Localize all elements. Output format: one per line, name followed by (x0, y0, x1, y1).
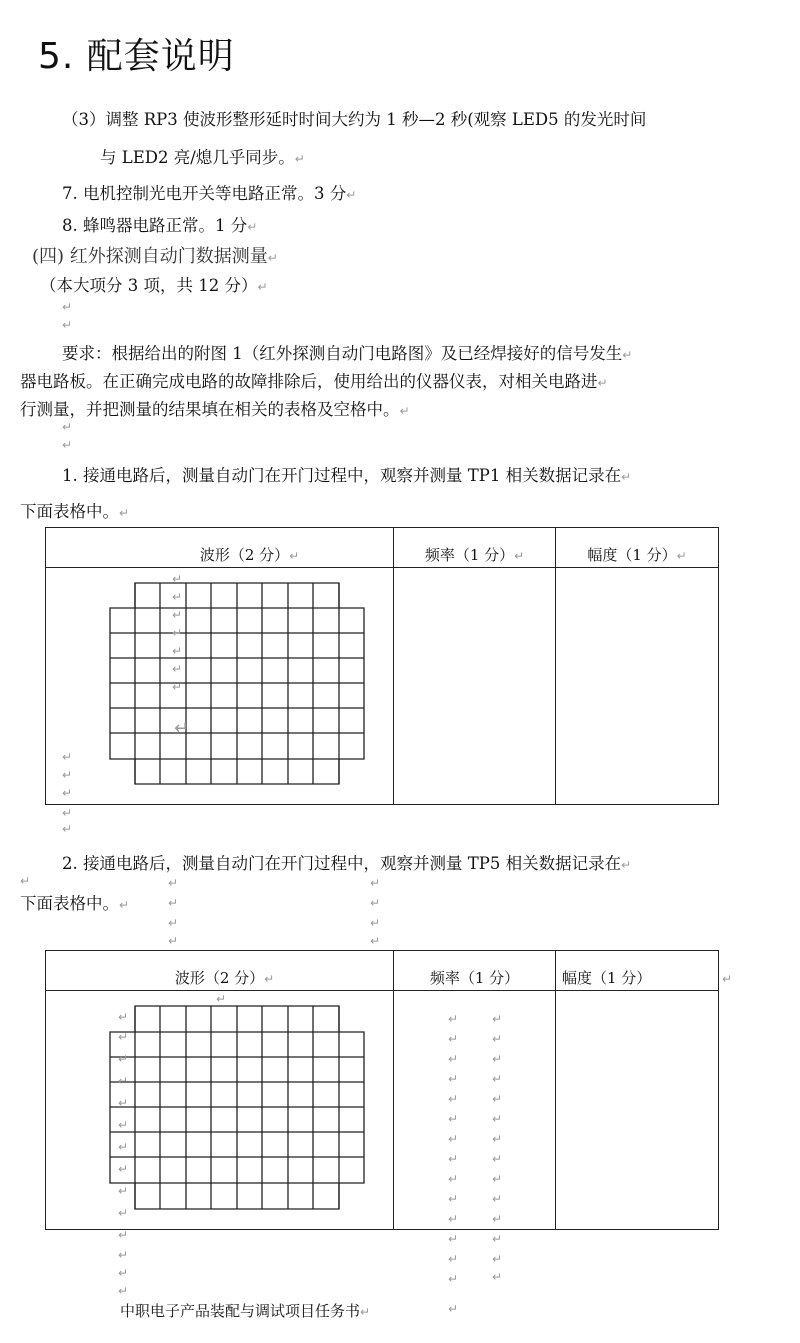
return-mark-icon: ↵ (492, 1132, 503, 1146)
return-mark-icon: ↵ (172, 626, 183, 640)
return-mark-icon: ↵ (492, 1192, 503, 1206)
return-mark-icon: ↵ (448, 1192, 459, 1206)
return-mark-icon: ↵ (62, 822, 73, 836)
return-mark-icon: ↵ (62, 750, 73, 764)
frequency-cell[interactable] (394, 568, 556, 805)
return-mark-icon: ↵ (168, 896, 179, 910)
return-mark-icon: ↵ (119, 506, 130, 520)
return-mark-icon: ↵ (118, 1052, 129, 1066)
return-mark-icon: ↵ (118, 1184, 129, 1198)
return-mark-icon: ↵ (621, 470, 632, 484)
return-mark-icon: ↵ (62, 420, 73, 434)
return-mark-icon: ↵ (448, 1302, 459, 1316)
header-waveform: 波形（2 分）↵ (46, 528, 394, 568)
requirement-line-2: 器电路板。在正确完成电路的故障排除后，使用给出的仪器仪表，对相关电路进↵ (20, 372, 608, 391)
return-mark-icon: ↵ (448, 1132, 459, 1146)
return-mark-icon: ↵ (448, 1272, 459, 1286)
return-mark-icon: ↵ (257, 280, 268, 294)
return-mark-icon: ↵ (622, 348, 633, 362)
return-mark-icon: ↵ (289, 549, 300, 563)
return-mark-icon: ↵ (492, 1152, 503, 1166)
return-mark-icon: ↵ (62, 786, 73, 800)
return-mark-icon: ↵ (20, 874, 31, 888)
return-mark-icon: ↵ (676, 549, 687, 563)
page-heading: 5. 配套说明 (38, 36, 235, 77)
return-mark-icon: ↵ (172, 608, 183, 622)
question-2-line-b: 下面表格中。↵ (20, 894, 130, 913)
section-title: (四) 红外探测自动门数据测量↵ (32, 246, 278, 267)
return-mark-icon: ↵ (448, 1152, 459, 1166)
return-mark-icon: ↵ (118, 1118, 129, 1132)
return-mark-icon: ↵ (448, 1092, 459, 1106)
return-mark-icon: ↵ (492, 1172, 503, 1186)
requirement-line-1: 要求：根据给出的附图 1（红外探测自动门电路图》及已经焊接好的信号发生↵ (62, 344, 633, 363)
return-mark-icon: ↵ (118, 1206, 129, 1220)
header-amplitude: 幅度（1 分） (556, 951, 719, 991)
return-mark-icon: ↵ (168, 916, 179, 930)
return-mark-icon: ↵ (118, 1284, 129, 1298)
return-mark-icon: ↵ (172, 590, 183, 604)
return-mark-icon: ↵ (448, 1112, 459, 1126)
return-mark-icon: ↵ (492, 1232, 503, 1246)
return-mark-icon: ↵ (118, 1010, 129, 1024)
return-mark-icon: ↵ (399, 404, 410, 418)
header-waveform: 波形（2 分）↵ (46, 951, 394, 991)
return-mark-icon: ↵ (448, 1052, 459, 1066)
return-mark-icon: ↵ (118, 1266, 129, 1280)
oscilloscope-grid-2 (108, 1005, 366, 1211)
return-mark-icon: ↵ (492, 1012, 503, 1026)
return-mark-icon: ↵ (492, 1072, 503, 1086)
return-mark-icon: ↵ (370, 876, 381, 890)
return-mark-icon: ↵ (118, 1140, 129, 1154)
header-frequency: 频率（1 分） (394, 951, 556, 991)
return-mark-icon: ↵ (119, 898, 130, 912)
return-mark-icon: ↵ (448, 1212, 459, 1226)
return-mark-icon: ↵ (360, 1305, 371, 1319)
return-mark-icon: ↵ (62, 768, 73, 782)
question-1-line-b: 下面表格中。↵ (20, 502, 130, 521)
amplitude-cell[interactable] (556, 991, 719, 1230)
question-1-line-a: 1. 接通电路后，测量自动门在开门过程中，观察并测量 TP1 相关数据记录在↵ (62, 466, 632, 485)
return-mark-icon: ↵ (722, 972, 733, 986)
text-line-motor: 7. 电机控制光电开关等电路正常。3 分↵ (62, 184, 357, 203)
header-frequency: 频率（1 分）↵ (394, 528, 556, 568)
return-mark-icon: ↵ (492, 1212, 503, 1226)
return-mark-icon: ↵ (492, 1092, 503, 1106)
return-mark-icon: ↵ (62, 806, 73, 820)
return-mark-icon: ↵ (118, 1228, 129, 1242)
return-mark-icon: ↵ (267, 251, 278, 265)
return-mark-icon: ↵ (492, 1270, 503, 1284)
return-mark-icon: ↵ (370, 934, 381, 948)
amplitude-cell[interactable] (556, 568, 719, 805)
return-mark-icon: ↵ (118, 1248, 129, 1262)
return-mark-icon: ↵ (597, 376, 608, 390)
return-mark-icon: ↵ (448, 1252, 459, 1266)
return-mark-icon: ↵ (370, 896, 381, 910)
return-mark-icon: ↵ (172, 662, 183, 676)
return-mark-icon: ↵ (492, 1112, 503, 1126)
return-mark-icon: ↵ (118, 1096, 129, 1110)
return-mark-icon: ↵ (172, 572, 183, 586)
header-amplitude: 幅度（1 分）↵ (556, 528, 719, 568)
question-2-line-a: 2. 接通电路后，测量自动门在开门过程中，观察并测量 TP5 相关数据记录在↵ (62, 854, 632, 873)
score-note: （本大项分 3 项，共 12 分）↵ (40, 276, 268, 295)
return-mark-icon: ↵ (118, 1074, 129, 1088)
return-mark-icon: ↵ (448, 1232, 459, 1246)
return-mark-icon: ↵ (346, 188, 357, 202)
return-mark-icon: ↵ (370, 916, 381, 930)
return-mark-icon: ↵ (247, 220, 258, 234)
return-mark-icon: ↵ (492, 1032, 503, 1046)
return-mark-icon: ↵ (514, 549, 525, 563)
return-mark-icon: ↵ (172, 680, 183, 694)
return-mark-icon: ↵ (168, 934, 179, 948)
return-mark-icon: ↵ (492, 1252, 503, 1266)
return-mark-icon: ↵ (448, 1032, 459, 1046)
return-mark-icon: ↵ (621, 858, 632, 872)
return-mark-icon: ↵ (62, 438, 73, 452)
return-mark-icon: ↵ (264, 972, 275, 986)
document-footer: 中职电子产品装配与调试项目任务书↵ (120, 1302, 371, 1320)
oscilloscope-grid-1 (108, 582, 366, 786)
return-mark-icon: ↵ (448, 1072, 459, 1086)
requirement-line-3: 行测量，并把测量的结果填在相关的表格及空格中。↵ (20, 400, 410, 419)
return-mark-icon: ↵ (62, 300, 73, 314)
frequency-cell[interactable] (394, 991, 556, 1230)
text-line-rp3: （3）调整 RP3 使波形整形延时时间大约为 1 秒—2 秒(观察 LED5 的发光时间 (62, 110, 647, 129)
return-mark-icon: ↵ (168, 876, 179, 890)
return-mark-icon: ↵ (492, 1052, 503, 1066)
return-mark-icon: ↵ (172, 644, 183, 658)
return-mark-icon: ↵ (294, 152, 305, 166)
return-mark-icon: ↵ (118, 1030, 129, 1044)
return-mark-icon: ↵ (174, 718, 190, 739)
text-line-buzzer: 8. 蜂鸣器电路正常。1 分↵ (62, 216, 258, 235)
return-mark-icon: ↵ (62, 318, 73, 332)
text-line-led2: 与 LED2 亮/熄几乎同步。↵ (100, 148, 305, 167)
return-mark-icon: ↵ (448, 1172, 459, 1186)
return-mark-icon: ↵ (216, 992, 227, 1006)
return-mark-icon: ↵ (118, 1162, 129, 1176)
return-mark-icon: ↵ (448, 1012, 459, 1026)
